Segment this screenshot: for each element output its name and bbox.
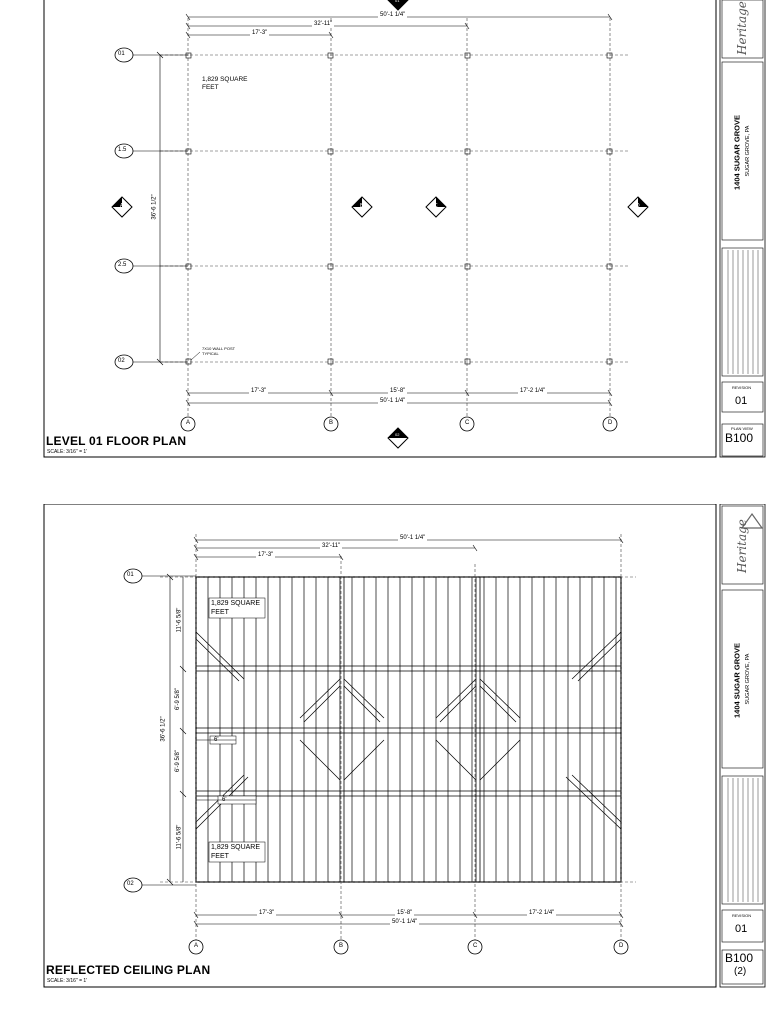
sheet-title: REFLECTED CEILING PLAN xyxy=(46,963,211,977)
row-tag-label: 01 xyxy=(118,51,125,57)
area-label-2: FEET xyxy=(211,609,229,616)
section-marker-label: 02 xyxy=(395,432,400,437)
floor-plan-sheet xyxy=(0,0,768,470)
project-box xyxy=(722,590,763,768)
project-address: SUGAR GROVE, PA xyxy=(745,125,751,177)
sheet-suffix: (2) xyxy=(734,966,747,977)
row-tag-label: 2.5 xyxy=(118,262,127,268)
col-tag-label: C xyxy=(473,943,478,949)
dim-vertical: 36'-6 1/2" xyxy=(151,194,158,220)
sheet-title: LEVEL 01 FLOOR PLAN xyxy=(46,434,187,448)
heritage-logo: Heritage xyxy=(735,519,749,573)
dim-bottom-a: 17'-3" xyxy=(251,388,267,394)
plan-view-label: PLAN VIEW xyxy=(731,426,753,431)
dim-bottom-c: 17'-2 1/4" xyxy=(529,910,555,916)
col-tag-label: D xyxy=(608,420,613,426)
sheet-scale: SCALE: 3/16" = 1' xyxy=(47,978,88,984)
wall-posts xyxy=(186,53,612,364)
ceiling-outline xyxy=(196,577,621,882)
sheet-border xyxy=(44,0,716,457)
section-markers xyxy=(112,0,648,448)
dim-17-top: 17'-3" xyxy=(252,30,268,36)
heritage-logo: Heritage xyxy=(735,1,749,55)
dim-seg-3: 6'-9 5/8" xyxy=(174,750,181,772)
dim-bottom-total: 50'-1 1/4" xyxy=(392,919,418,925)
ceiling-plan-drawing xyxy=(0,504,768,994)
row-tag-label: 01 xyxy=(127,572,134,578)
dim-small-2: 6' xyxy=(222,797,227,803)
col-tag-label: B xyxy=(329,420,334,426)
revision-label: REVISION xyxy=(732,385,752,390)
diagonal-braces xyxy=(196,632,621,829)
dim-overall-top: 50'-1 1/4" xyxy=(380,12,406,18)
row-tag-label: 02 xyxy=(118,358,125,364)
project-box xyxy=(722,62,763,240)
area-label-2: FEET xyxy=(211,853,229,860)
dim-bottom-a: 17'-3" xyxy=(259,910,275,916)
col-tag-label: A xyxy=(186,420,191,426)
project-address: SUGAR GROVE, PA xyxy=(745,653,751,705)
dim-bottom-b: 15'-8" xyxy=(390,388,406,394)
revision-label: REVISION xyxy=(732,913,752,918)
section-marker-label: A xyxy=(120,203,124,209)
ceiling-plan-sheet xyxy=(0,504,768,994)
post-note-2: TYPICAL xyxy=(202,351,219,356)
row-tag-label: 1.5 xyxy=(118,147,127,153)
col-tag-label: D xyxy=(619,943,624,949)
sheet-scale: SCALE: 3/16" = 1' xyxy=(47,449,88,455)
col-tag-label: B xyxy=(339,943,344,949)
section-marker-label: D xyxy=(636,203,640,209)
section-marker-label: C xyxy=(434,203,438,209)
dim-bottom-c: 17'-2 1/4" xyxy=(520,388,546,394)
area-label-2: FEET xyxy=(202,84,219,91)
revision-value: 01 xyxy=(735,395,748,407)
dim-bottom-total: 50'-1 1/4" xyxy=(380,398,406,404)
col-tag-label: C xyxy=(465,420,470,426)
dim-32-top: 32'-11" xyxy=(322,543,341,549)
dim-seg-4: 11'-6 5/8" xyxy=(176,824,183,850)
area-label-1: 1,829 SQUARE xyxy=(211,844,261,851)
project-name: 1404 SUGAR GROVE xyxy=(732,114,742,191)
project-name: 1404 SUGAR GROVE xyxy=(732,642,742,719)
ceiling-joists xyxy=(208,577,616,882)
dim-vertical: 36'-6 1/2" xyxy=(160,716,167,742)
dim-overall-top: 50'-1 1/4" xyxy=(400,535,426,541)
sheet-number: B100 xyxy=(725,431,754,445)
dim-small-1: 6' xyxy=(214,737,219,743)
dim-seg-2: 6'-9 5/8" xyxy=(174,688,181,710)
dim-bottom-b: 15'-8" xyxy=(397,910,413,916)
col-tag-label: A xyxy=(194,943,199,949)
dim-32-top: 32'-11" xyxy=(314,21,333,27)
section-marker-label: B xyxy=(360,203,364,209)
sheet-number: B100 xyxy=(725,951,754,965)
ceiling-beams xyxy=(196,577,621,882)
post-note-1: 7X10 WALL POST xyxy=(202,346,236,351)
section-marker-label: 01 xyxy=(395,0,400,3)
row-tag-label: 02 xyxy=(127,881,134,887)
area-label-1: 1,829 SQUARE xyxy=(211,600,261,607)
dim-17-top: 17'-3" xyxy=(258,552,274,558)
area-label-1: 1,829 SQUARE xyxy=(202,76,248,83)
revision-value: 01 xyxy=(735,923,748,935)
dim-seg-1: 11'-6 5/8" xyxy=(176,607,183,633)
